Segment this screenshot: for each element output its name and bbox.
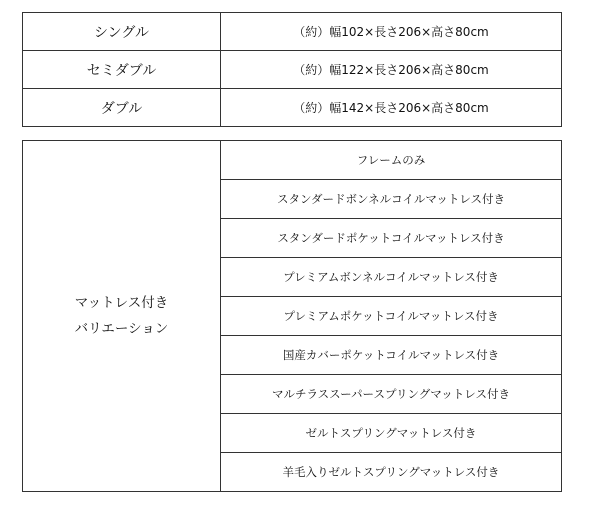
mattress-option: フレームのみ — [221, 141, 562, 180]
size-name: ダブル — [23, 89, 221, 127]
mattress-option-row — [23, 141, 562, 180]
mattress-variation-label — [23, 141, 221, 492]
size-dimensions: （約）幅142×長さ206×高さ80cm — [221, 89, 562, 127]
mattress-variation-table — [22, 140, 562, 492]
mattress-label-line2: バリエーション — [74, 321, 169, 337]
mattress-label-line1: マットレス付き — [74, 295, 169, 311]
size-dimensions: （約）幅102×長さ206×高さ80cm — [221, 13, 562, 51]
size-row — [23, 13, 562, 51]
mattress-option: 国産カバーポケットコイルマットレス付き — [221, 336, 562, 375]
mattress-option: スタンダードポケットコイルマットレス付き — [221, 219, 562, 258]
mattress-option: マルチラススーパースプリングマットレス付き — [221, 375, 562, 414]
mattress-option: プレミアムボンネルコイルマットレス付き — [221, 258, 562, 297]
mattress-option: 羊毛入りゼルトスプリングマットレス付き — [221, 453, 562, 492]
size-row — [23, 51, 562, 89]
size-name: シングル — [23, 13, 221, 51]
size-dimensions: （約）幅122×長さ206×高さ80cm — [221, 51, 562, 89]
mattress-option: ゼルトスプリングマットレス付き — [221, 414, 562, 453]
size-table — [22, 12, 562, 127]
size-row — [23, 89, 562, 127]
mattress-option: スタンダードボンネルコイルマットレス付き — [221, 180, 562, 219]
size-name: セミダブル — [23, 51, 221, 89]
mattress-option: プレミアムポケットコイルマットレス付き — [221, 297, 562, 336]
